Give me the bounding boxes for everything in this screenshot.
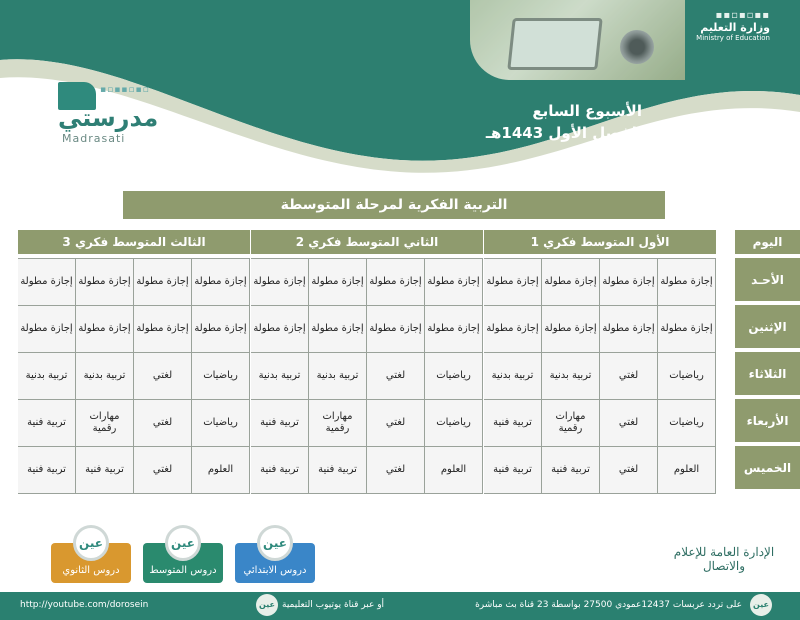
lesson-cell: إجازة مطولة bbox=[425, 259, 483, 306]
lesson-cell: إجازة مطولة bbox=[542, 259, 600, 306]
lesson-cell: لغتي bbox=[134, 400, 192, 447]
lesson-cell: إجازة مطولة bbox=[367, 306, 425, 353]
lesson-cell: تربية فنية bbox=[18, 400, 76, 447]
lesson-cell: إجازة مطولة bbox=[484, 306, 542, 353]
lesson-cell: إجازة مطولة bbox=[76, 259, 134, 306]
lesson-cell: مهارات رقمية bbox=[309, 400, 367, 447]
day-label: الإثنين bbox=[735, 305, 800, 348]
lesson-cell: تربية بدنية bbox=[18, 353, 76, 400]
ein-logo-icon: عين bbox=[750, 594, 772, 616]
lesson-cell: لغتي bbox=[367, 353, 425, 400]
schedule-title: التربية الفكرية لمرحلة المتوسطة bbox=[123, 191, 665, 219]
lesson-cell: إجازة مطولة bbox=[18, 259, 76, 306]
lesson-cell: إجازة مطولة bbox=[134, 306, 192, 353]
lesson-cell: إجازة مطولة bbox=[251, 306, 309, 353]
lesson-cell: لغتي bbox=[600, 400, 658, 447]
lesson-cell: إجازة مطولة bbox=[192, 259, 250, 306]
lesson-cell: رياضيات bbox=[425, 353, 483, 400]
day-label: الثلاثاء bbox=[735, 352, 800, 395]
grade-1-schedule bbox=[484, 230, 716, 495]
grade-2-schedule bbox=[251, 230, 483, 495]
lesson-cell: إجازة مطولة bbox=[18, 306, 76, 353]
day-label: الأحـد bbox=[735, 258, 800, 301]
lesson-cell: رياضيات bbox=[192, 400, 250, 447]
lesson-cell: تربية فنية bbox=[484, 400, 542, 447]
day-label: الخميس bbox=[735, 446, 800, 489]
lesson-cell: تربية بدنية bbox=[251, 353, 309, 400]
week-label bbox=[402, 100, 642, 144]
lesson-cell: تربية بدنية bbox=[542, 353, 600, 400]
lesson-cell: لغتي bbox=[367, 447, 425, 494]
grade-3-grid bbox=[18, 258, 250, 494]
lesson-cell: مهارات رقمية bbox=[542, 400, 600, 447]
lesson-cell: إجازة مطولة bbox=[600, 259, 658, 306]
lesson-cell: رياضيات bbox=[192, 353, 250, 400]
week-line-1: الأسبوع السابع bbox=[532, 102, 642, 120]
lesson-cell: إجازة مطولة bbox=[192, 306, 250, 353]
lesson-cell: تربية فنية bbox=[18, 447, 76, 494]
week-line-2: الفصل الأول 1443هـ bbox=[485, 124, 642, 142]
lesson-cell: تربية فنية bbox=[251, 447, 309, 494]
headphones-icon bbox=[620, 30, 654, 64]
ministry-dots-icon: ▪▪▫▪▫▪▪ bbox=[715, 10, 770, 21]
lesson-cell: لغتي bbox=[134, 353, 192, 400]
lesson-cell: إجازة مطولة bbox=[658, 306, 716, 353]
lesson-cell: تربية بدنية bbox=[484, 353, 542, 400]
madrasati-dots-icon: ▪▫▪▪▫▪▫ bbox=[100, 85, 150, 95]
satellite-info: على تردد عربسات 12437عمودي 27500 بواسطة 23 قناة بث مباشرة bbox=[475, 600, 742, 610]
ein-logo-icon: عين bbox=[257, 525, 293, 561]
youtube-text: أو عبر قناة يوتيوب التعليمية bbox=[282, 600, 385, 610]
lesson-cell: إجازة مطولة bbox=[542, 306, 600, 353]
lesson-cell: تربية بدنية bbox=[309, 353, 367, 400]
secondary-lessons-button[interactable] bbox=[51, 536, 131, 583]
day-column-header: اليوم bbox=[735, 230, 800, 254]
lesson-cell: تربية فنية bbox=[542, 447, 600, 494]
primary-lessons-label: دروس الابتدائي bbox=[243, 565, 307, 576]
middle-lessons-label: دروس المتوسط bbox=[149, 565, 217, 576]
lesson-cell: رياضيات bbox=[658, 353, 716, 400]
lesson-cell: إجازة مطولة bbox=[484, 259, 542, 306]
lesson-cell: تربية فنية bbox=[484, 447, 542, 494]
lesson-cell: تربية فنية bbox=[251, 400, 309, 447]
lesson-cell: لغتي bbox=[134, 447, 192, 494]
ein-logo-icon: عين bbox=[165, 525, 201, 561]
header-photo bbox=[470, 0, 685, 80]
lesson-cell: العلوم bbox=[425, 447, 483, 494]
grade-2-header: الثاني المتوسط فكري 2 bbox=[251, 230, 483, 254]
madrasati-name-en: Madrasati bbox=[62, 132, 126, 145]
lesson-cell: إجازة مطولة bbox=[76, 306, 134, 353]
lesson-cell: إجازة مطولة bbox=[309, 306, 367, 353]
grade-2-grid bbox=[251, 258, 483, 494]
ministry-name-ar: وزارة التعليم bbox=[700, 21, 770, 34]
lesson-cell: لغتي bbox=[367, 400, 425, 447]
department-name: الإدارة العامة للإعلام والاتصال bbox=[673, 545, 775, 573]
footer-bar bbox=[0, 592, 800, 620]
lesson-cell: إجازة مطولة bbox=[658, 259, 716, 306]
lesson-cell: إجازة مطولة bbox=[367, 259, 425, 306]
day-label: الأربعاء bbox=[735, 399, 800, 442]
lesson-cell: إجازة مطولة bbox=[251, 259, 309, 306]
ministry-logo bbox=[660, 10, 770, 42]
lesson-cell: تربية فنية bbox=[309, 447, 367, 494]
youtube-link[interactable]: http://youtube.com/dorosein bbox=[20, 600, 149, 610]
lesson-cell: إجازة مطولة bbox=[425, 306, 483, 353]
lesson-cell: تربية فنية bbox=[76, 447, 134, 494]
secondary-lessons-label: دروس الثانوي bbox=[62, 565, 120, 576]
lesson-cell: مهارات رقمية bbox=[76, 400, 134, 447]
lesson-cell: إجازة مطولة bbox=[134, 259, 192, 306]
madrasati-logo bbox=[48, 82, 168, 144]
laptop-icon bbox=[507, 18, 602, 70]
grade-1-grid bbox=[484, 258, 716, 494]
grade-1-header: الأول المتوسط فكري 1 bbox=[484, 230, 716, 254]
lesson-cell: لغتي bbox=[600, 353, 658, 400]
madrasati-name-ar: مدرستي bbox=[58, 104, 159, 132]
lesson-cell: لغتي bbox=[600, 447, 658, 494]
lesson-cell: إجازة مطولة bbox=[309, 259, 367, 306]
middle-lessons-button[interactable] bbox=[143, 536, 223, 583]
grade-3-header: الثالث المتوسط فكري 3 bbox=[18, 230, 250, 254]
lesson-cell: العلوم bbox=[658, 447, 716, 494]
lesson-cell: العلوم bbox=[192, 447, 250, 494]
lesson-cell: رياضيات bbox=[425, 400, 483, 447]
lesson-cell: إجازة مطولة bbox=[600, 306, 658, 353]
grade-3-schedule bbox=[18, 230, 250, 495]
ein-logo-icon: عين bbox=[73, 525, 109, 561]
lesson-cell: تربية بدنية bbox=[76, 353, 134, 400]
primary-lessons-button[interactable] bbox=[235, 536, 315, 583]
schedule-table bbox=[18, 230, 792, 495]
lesson-cell: رياضيات bbox=[658, 400, 716, 447]
ein-logo-icon: عين bbox=[256, 594, 278, 616]
ministry-name-en: Ministry of Education bbox=[696, 34, 770, 42]
